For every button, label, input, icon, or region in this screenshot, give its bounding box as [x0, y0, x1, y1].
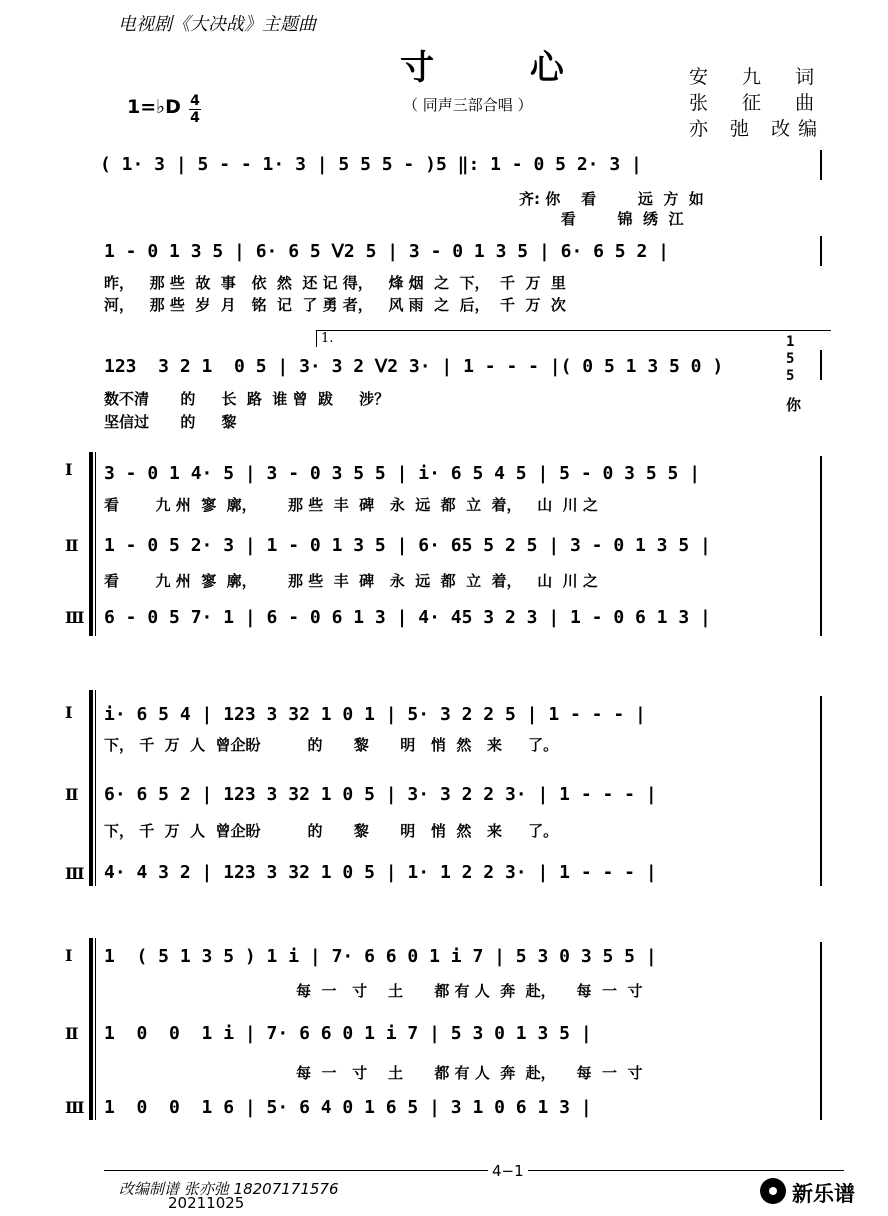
system6-part1-lyric: 每 一 寸 土 都 有 人 奔 赴， 每 一 寸: [296, 982, 643, 1000]
first-ending-label: 1.: [321, 331, 334, 346]
part2-label: Ⅱ: [65, 1024, 79, 1043]
part3-label: Ⅲ: [65, 1098, 85, 1117]
arranger-credit: 亦 弛 改编: [689, 118, 826, 140]
part2-label: Ⅱ: [65, 536, 79, 555]
system2-lyric2: 河， 那 些 岁 月 铭 记 了 勇 者， 风 雨 之 后， 千 万 次: [104, 296, 566, 314]
system3-lyric2: 坚信过 的 黎: [104, 413, 237, 431]
system1-lyric1: 齐: 你 看 远 方 如: [519, 190, 704, 208]
footer-rule: [104, 1170, 844, 1171]
system3-notes: 123 3 2 1 0 5 | 3· 3 2 ᐯ2 3· | 1 - - - |( 0 5 1 3 5 0 ): [104, 356, 724, 377]
drama-title: 电视剧《大决战》主题曲: [118, 14, 316, 35]
arranger-contact: 改编制谱 张亦弛 18207171576: [119, 1180, 339, 1198]
composer-credit: 张 征 曲: [689, 92, 829, 114]
system3-lyric1: 数不清 的 长 路 谁 曾 跋 涉？: [104, 390, 390, 408]
time-bottom: 4: [190, 110, 200, 126]
system4-brace: [89, 452, 93, 636]
barline: [820, 150, 822, 180]
system1-notes: ( 1· 3 | 5 - - 1· 3 | 5 5 5 - )5 ‖: 1 - 0 5 2· 3 |: [100, 154, 642, 175]
lyricist-credit: 安 九 词: [689, 66, 829, 88]
barline: [820, 456, 822, 636]
system4-part2-lyric: 看 九 州 寥 廓， 那 些 丰 碑 永 远 都 立 着， 山 川 之: [104, 572, 598, 590]
system6-part2-notes: 1 0 0 1 i | 7· 6 6 0 1 i 7 | 5 3 0 1 3 5 |: [104, 1023, 592, 1044]
part3-label: Ⅲ: [65, 864, 85, 883]
part1-label: Ⅰ: [65, 460, 73, 479]
part1-label: Ⅰ: [65, 946, 73, 965]
system4-part1-notes: 3 - 0 1 4· 5 | 3 - 0 3 5 5 | i· 6 5 4 5 | 5 - 0 3 5 5 |: [104, 463, 701, 484]
barline: [820, 350, 822, 380]
record-disc-icon: [760, 1178, 786, 1204]
site-logo[interactable]: [760, 1172, 880, 1212]
system3-notes-end: 1 5 5: [786, 334, 795, 384]
time-top: 4: [190, 93, 200, 109]
system5-brace: [89, 690, 93, 886]
part3-label: Ⅲ: [65, 608, 85, 627]
system2-lyric1: 昨， 那 些 故 事 依 然 还 记 得， 烽 烟 之 下， 千 万 里: [104, 274, 566, 292]
song-subtitle: （ 同声三部合唱 ）: [403, 96, 533, 114]
part2-label: Ⅱ: [65, 785, 79, 804]
system2-notes: 1 - 0 1 3 5 | 6· 6 5 ᐯ2 5 | 3 - 0 1 3 5 | 6· 6 5 2 |: [104, 241, 669, 262]
system3-lyric1-end: 你: [786, 396, 802, 414]
system5-part2-lyric: 下， 千 万 人 曾企盼 的 黎 明 悄 然 来 了。: [104, 822, 559, 840]
system6-brace: [89, 938, 93, 1120]
first-ending-bracket: [316, 330, 831, 347]
song-title: 寸 心: [400, 48, 606, 88]
barline: [820, 236, 822, 266]
system4-brace-thin: [95, 452, 96, 636]
part1-label: Ⅰ: [65, 703, 73, 722]
system4-part1-lyric: 看 九 州 寥 廓， 那 些 丰 碑 永 远 都 立 着， 山 川 之: [104, 496, 598, 514]
system6-part2-lyric: 每 一 寸 土 都 有 人 奔 赴， 每 一 寸: [296, 1064, 643, 1082]
time-signature: [189, 94, 201, 125]
barline: [820, 942, 822, 1120]
key-signature: 1=♭D: [127, 96, 181, 118]
system6-part1-notes: 1 ( 5 1 3 5 ) 1 i | 7· 6 6 0 1 i 7 | 5 3 0 3 5 5 |: [104, 946, 657, 967]
system6-brace-thin: [95, 938, 96, 1120]
system1-lyric2: 看 锦 绣 江: [519, 210, 684, 228]
system5-brace-thin: [95, 690, 96, 886]
system5-part2-notes: 6· 6 5 2 | 123 3 32 1 0 5 | 3· 3 2 2 3· | 1 - - - |: [104, 784, 657, 805]
system5-part3-notes: 4· 4 3 2 | 123 3 32 1 0 5 | 1· 1 2 2 3· | 1 - - - |: [104, 862, 657, 883]
system4-part2-notes: 1 - 0 5 2· 3 | 1 - 0 1 3 5 | 6· 65 5 2 5 | 3 - 0 1 3 5 |: [104, 535, 711, 556]
system5-part1-notes: i· 6 5 4 | 123 3 32 1 0 1 | 5· 3 2 2 5 | 1 - - - |: [104, 704, 646, 725]
logo-text: 新乐谱: [792, 1182, 855, 1206]
barline: [820, 696, 822, 886]
system4-part3-notes: 6 - 0 5 7· 1 | 6 - 0 6 1 3 | 4· 45 3 2 3 | 1 - 0 6 1 3 |: [104, 607, 711, 628]
page-number: 4−1: [488, 1162, 528, 1180]
arrangement-date: 20211025: [168, 1194, 245, 1212]
system6-part3-notes: 1 0 0 1 6 | 5· 6 4 0 1 6 5 | 3 1 0 6 1 3 |: [104, 1097, 592, 1118]
system5-part1-lyric: 下， 千 万 人 曾企盼 的 黎 明 悄 然 来 了。: [104, 736, 559, 754]
